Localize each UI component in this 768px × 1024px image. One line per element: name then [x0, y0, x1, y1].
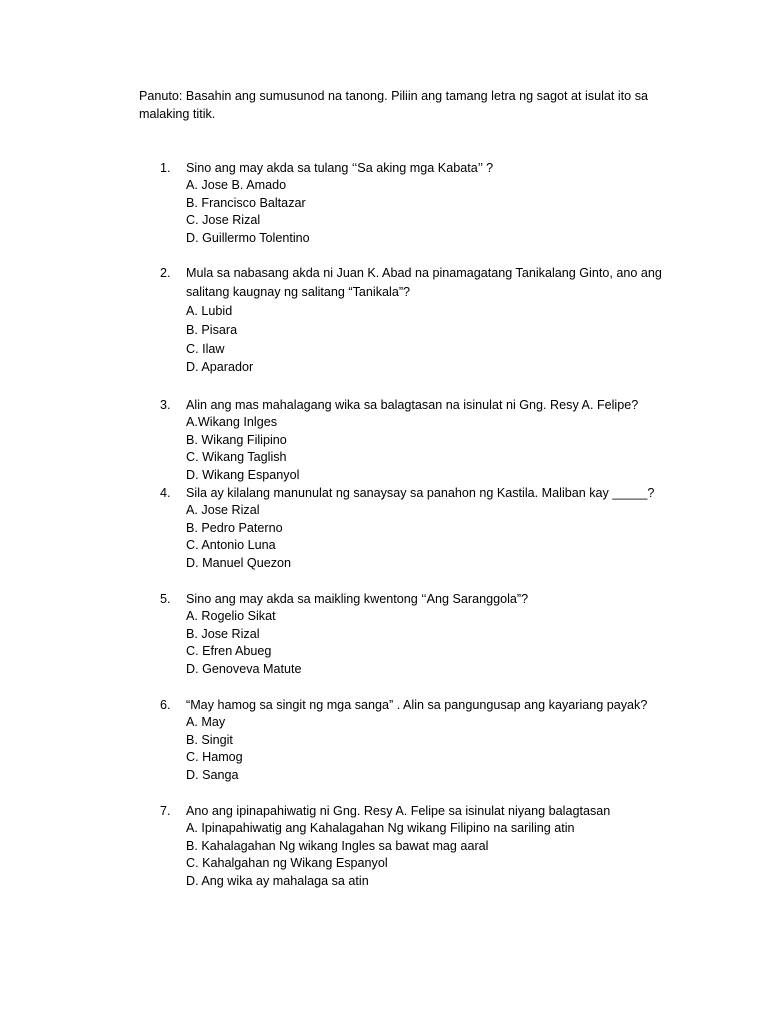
choice-c: C. Efren Abueg	[186, 644, 272, 659]
question-number: 4.	[160, 486, 171, 500]
choice-list	[186, 714, 680, 784]
instructions: Panuto: Basahin ang sumusunod na tanong. Piliin ang tamang letra ng sagot at isulat ito sa malaking titik.	[139, 89, 648, 121]
question-number: 2.	[160, 266, 171, 280]
choice-c: C. Hamog	[186, 750, 243, 765]
choice-b: B. Kahalagahan Ng wikang Ingles sa bawat mag aaral	[186, 838, 489, 853]
choice-b: B. Francisco Baltazar	[186, 195, 306, 210]
choice-c: C. Jose Rizal	[186, 213, 261, 228]
choice-d: D. Ang wika ay mahalaga sa atin	[186, 873, 369, 888]
question-text: “May hamog sa singit ng mga sanga” . Alin sa pangungusap ang kayariang payak?	[186, 698, 648, 712]
choice-b: B. Pisara	[186, 322, 238, 337]
choice-list	[186, 302, 680, 377]
choice-c: C. Ilaw	[186, 341, 225, 356]
choice-a: A. Ipinapahiwatig ang Kahalagahan Ng wikang Filipino na sariling atin	[186, 821, 575, 835]
question-3	[160, 396, 680, 484]
choice-list	[186, 502, 680, 572]
choice-c: C. Antonio Luna	[186, 538, 276, 553]
choice-b: B. Singit	[186, 732, 233, 747]
question-number: 6.	[160, 698, 171, 712]
choice-list	[186, 608, 680, 678]
question-7	[160, 802, 680, 890]
choice-d: D. Genoveva Matute	[186, 661, 302, 676]
choice-d: D. Aparador	[186, 360, 254, 375]
choice-b: B. Wikang Filipino	[186, 432, 287, 447]
choice-a: A.Wikang Inlges	[186, 415, 277, 429]
question-4	[160, 484, 680, 572]
question-1	[160, 159, 680, 247]
choice-list	[186, 820, 680, 890]
question-number: 5.	[160, 592, 171, 606]
question-number: 3.	[160, 398, 171, 412]
choice-d: D. Wikang Espanyol	[186, 467, 300, 482]
choice-list	[186, 177, 680, 247]
choice-d: D. Manuel Quezon	[186, 555, 292, 570]
question-text: Sino ang may akda sa maikling kwentong ‘‘Ang Saranggola”?	[186, 592, 529, 606]
choice-d: D. Guillermo Tolentino	[186, 230, 310, 245]
question-text: Mula sa nabasang akda ni Juan K. Abad na pinamagatang Tanikalang Ginto, ano ang salitang kaugnay ng salitang “Tanikala”?	[186, 266, 662, 299]
question-number: 1.	[160, 161, 171, 175]
choice-a: A. Jose B. Amado	[186, 178, 287, 192]
question-6	[160, 696, 680, 784]
question-text: Alin ang mas mahalagang wika sa balagtasan na isinulat ni Gng. Resy A. Felipe?	[186, 398, 639, 412]
choice-c: C. Kahalgahan ng Wikang Espanyol	[186, 856, 388, 871]
question-text: Sila ay kilalang manunulat ng sanaysay sa panahon ng Kastila. Maliban kay _____?	[186, 486, 655, 500]
choice-b: B. Pedro Paterno	[186, 520, 283, 535]
question-text: Ano ang ipinapahiwatig ni Gng. Resy A. Felipe sa isinulat niyang balagtasan	[186, 804, 611, 818]
question-number: 7.	[160, 804, 171, 818]
choice-list	[186, 414, 680, 484]
choice-c: C. Wikang Taglish	[186, 450, 287, 465]
choice-d: D. Sanga	[186, 767, 239, 782]
question-5	[160, 590, 680, 678]
question-2	[160, 264, 680, 377]
choice-b: B. Jose Rizal	[186, 626, 260, 641]
question-text: Sino ang may akda sa tulang ‘‘Sa aking mga Kabata’’ ?	[186, 161, 494, 175]
choice-a: A. May	[186, 715, 226, 729]
choice-a: A. Lubid	[186, 304, 233, 318]
choice-a: A. Rogelio Sikat	[186, 609, 276, 623]
choice-a: A. Jose Rizal	[186, 503, 260, 517]
